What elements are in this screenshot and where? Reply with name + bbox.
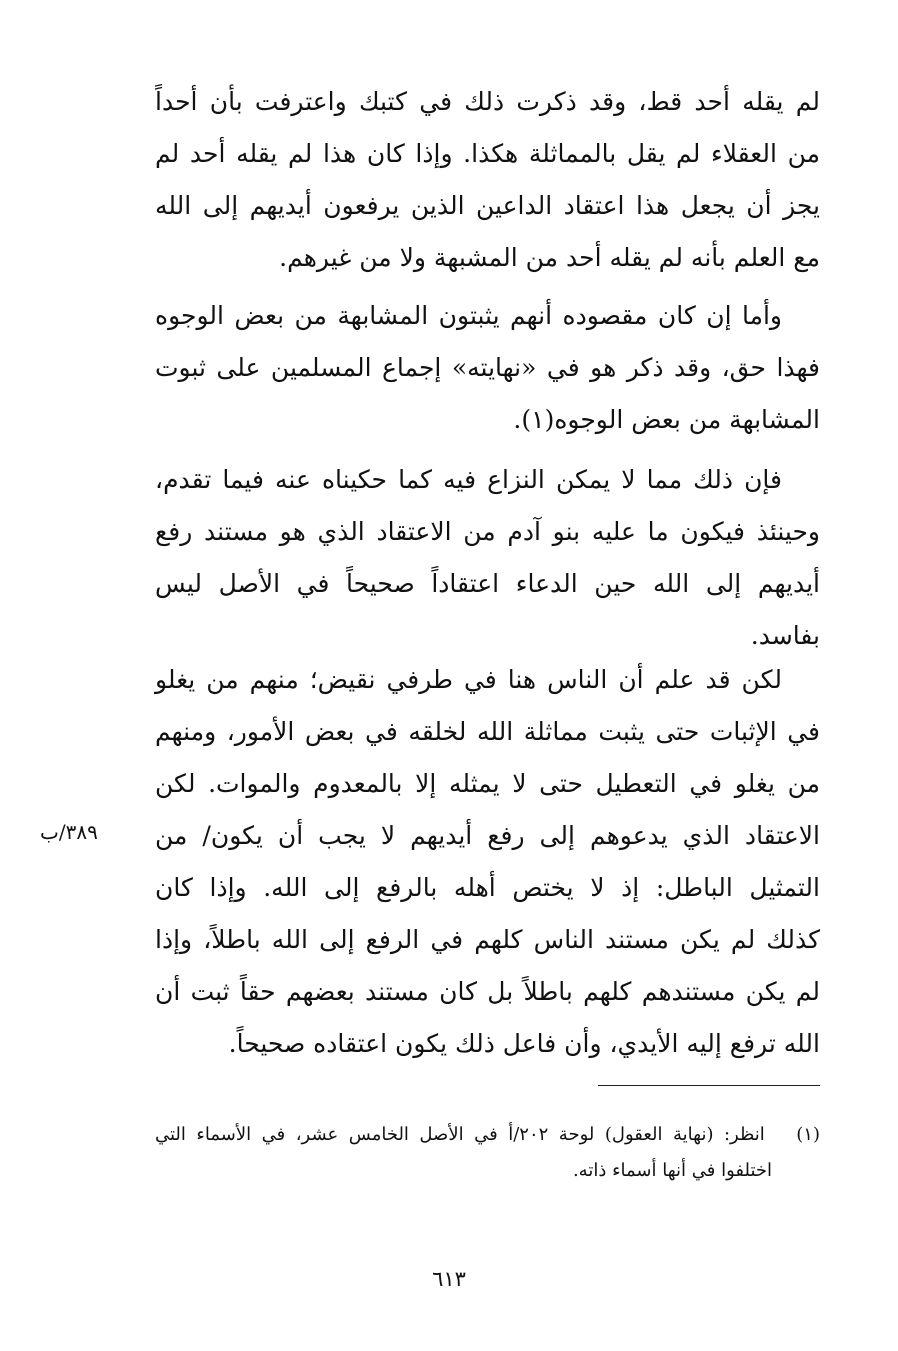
text-line: وحينئذ فيكون ما عليه بنو آدم من الاعتقاد الذي هو مستند رفع (155, 517, 820, 546)
text-line: لكن قد علم أن الناس هنا في طرفي نقيض؛ منهم من يغلو (155, 665, 782, 694)
paragraph-1 (155, 76, 820, 284)
footnote-marker: (١) (796, 1124, 820, 1145)
footnote-separator (598, 1085, 820, 1086)
text-line: من يغلو في التعطيل حتى لا يمثله إلا بالمعدوم والموات. لكن (155, 769, 820, 798)
text-line: الاعتقاد الذي يدعوهم إلى رفع أيديهم لا يجب أن يكون/ من (155, 821, 820, 850)
footnote-line: اختلفوا في أنها أسماء ذاته. (572, 1160, 772, 1181)
paragraph-2 (155, 290, 820, 446)
footnote-line (155, 1117, 820, 1153)
footnote-text: انظر: (نهاية العقول) لوحة ٢٠٢/أ في الأصل الخامس عشر، في الأسماء التي (155, 1124, 765, 1145)
text-line: فهذا حق، وقد ذكر هو في «نهايته» إجماع المسلمين على ثبوت (155, 353, 820, 382)
text-line: لم يقله أحد قط، وقد ذكرت ذلك في كتبك واعترفت بأن أحداً (155, 87, 820, 116)
paragraph-4 (155, 654, 820, 1070)
paragraph-3 (155, 454, 820, 662)
text-line: الله ترفع إليه الأيدي، وأن فاعل ذلك يكون اعتقاده صحيحاً. (228, 1029, 820, 1058)
text-line: يجز أن يجعل هذا اعتقاد الداعين الذين يرفعون أيديهم إلى الله (155, 191, 820, 220)
text-line: المشابهة من بعض الوجوه(١). (513, 405, 820, 434)
text-line: التمثيل الباطل: إذ لا يختص أهله بالرفع إلى الله. وإذا كان (155, 873, 820, 902)
text-line: فإن ذلك مما لا يمكن النزاع فيه كما حكيناه عنه فيما تقدم، (155, 465, 782, 494)
text-line: أيديهم إلى الله حين الدعاء اعتقاداً صحيحاً في الأصل ليس (155, 569, 820, 598)
manuscript-folio-note: ٣٨٩/ب (40, 820, 98, 844)
text-line: بفاسد. (750, 621, 820, 650)
text-line: لم يكن مستندهم كلهم باطلاً بل كان مستند بعضهم حقاً ثبت أن (155, 977, 820, 1006)
text-line: وأما إن كان مقصوده أنهم يثبتون المشابهة من بعض الوجوه (155, 301, 782, 330)
footnote (155, 1117, 820, 1189)
page-number: ٦١٣ (432, 1267, 466, 1291)
text-line: في الإثبات حتى يثبت مماثلة الله لخلقه في بعض الأمور، ومنهم (155, 717, 820, 746)
text-line: مع العلم بأنه لم يقله أحد من المشبهة ولا من غيرهم. (279, 243, 820, 272)
text-line: كذلك لم يكن مستند الناس كلهم في الرفع إلى الله باطلاً، وإذا (155, 925, 820, 954)
text-line: من العقلاء لم يقل بالمماثلة هكذا. وإذا كان هذا لم يقله أحد لم (155, 139, 820, 168)
